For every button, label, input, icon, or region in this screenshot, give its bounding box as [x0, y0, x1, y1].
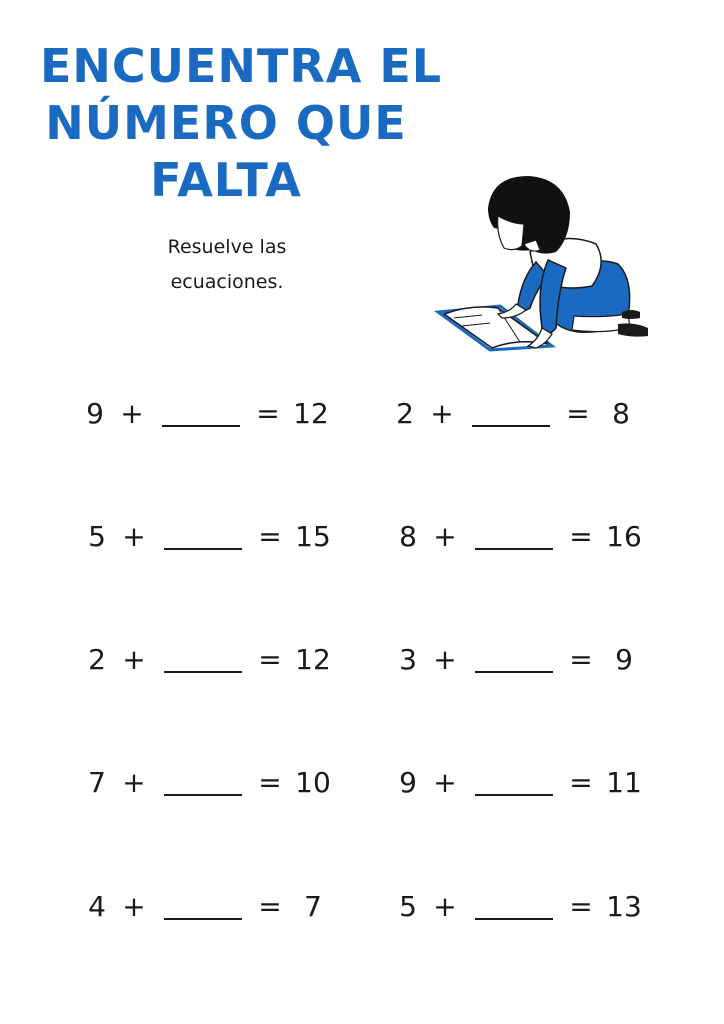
- plus-sign: +: [433, 890, 457, 923]
- equation-1: [84, 397, 374, 441]
- answer-blank[interactable]: [164, 671, 242, 673]
- answer-blank[interactable]: [164, 918, 242, 920]
- plus-sign: +: [433, 520, 457, 553]
- equals-sign: =: [566, 397, 590, 430]
- equation-2: [394, 397, 684, 441]
- equals-sign: =: [569, 520, 593, 553]
- equals-sign: =: [258, 520, 282, 553]
- equals-sign: =: [258, 766, 282, 799]
- answer-blank[interactable]: [475, 671, 553, 673]
- plus-sign: +: [433, 766, 457, 799]
- equation-5: [86, 643, 376, 687]
- plus-sign: +: [430, 397, 454, 430]
- equation-9: [86, 890, 376, 934]
- equals-sign: =: [258, 890, 282, 923]
- equation-result: 12: [295, 643, 331, 676]
- equation-addend: 7: [88, 766, 106, 799]
- equation-addend: 3: [399, 643, 417, 676]
- equals-sign: =: [258, 643, 282, 676]
- answer-blank[interactable]: [472, 425, 550, 427]
- answer-blank[interactable]: [162, 425, 240, 427]
- equation-addend: 5: [88, 520, 106, 553]
- equation-result: 16: [606, 520, 642, 553]
- instructions-line-1: Resuelve las: [167, 236, 287, 258]
- title-line-3: FALTA: [150, 153, 302, 207]
- answer-blank[interactable]: [475, 548, 553, 550]
- answer-blank[interactable]: [475, 794, 553, 796]
- equation-result: 13: [606, 890, 642, 923]
- equation-result: 15: [295, 520, 331, 553]
- equation-result: 9: [615, 643, 633, 676]
- title-line-1: ENCUENTRA EL: [40, 39, 443, 93]
- equation-6: [397, 643, 687, 687]
- answer-blank[interactable]: [164, 548, 242, 550]
- equation-addend: 5: [399, 890, 417, 923]
- plus-sign: +: [122, 766, 146, 799]
- equals-sign: =: [569, 890, 593, 923]
- plus-sign: +: [120, 397, 144, 430]
- equation-addend: 9: [86, 397, 104, 430]
- equation-result: 10: [295, 766, 331, 799]
- equation-result: 7: [304, 890, 322, 923]
- equation-8: [397, 766, 687, 810]
- equals-sign: =: [256, 397, 280, 430]
- equation-addend: 2: [88, 643, 106, 676]
- plus-sign: +: [122, 643, 146, 676]
- plus-sign: +: [122, 890, 146, 923]
- instructions-line-2: ecuaciones.: [170, 271, 284, 293]
- answer-blank[interactable]: [475, 918, 553, 920]
- plus-sign: +: [122, 520, 146, 553]
- equation-7: [86, 766, 376, 810]
- answer-blank[interactable]: [164, 794, 242, 796]
- equation-10: [397, 890, 687, 934]
- equals-sign: =: [569, 643, 593, 676]
- equation-result: 11: [606, 766, 642, 799]
- equals-sign: =: [569, 766, 593, 799]
- equation-addend: 4: [88, 890, 106, 923]
- equation-result: 8: [612, 397, 630, 430]
- title-line-2: NÚMERO QUE: [45, 96, 407, 150]
- equation-addend: 2: [396, 397, 414, 430]
- equation-addend: 8: [399, 520, 417, 553]
- plus-sign: +: [433, 643, 457, 676]
- equation-addend: 9: [399, 766, 417, 799]
- equation-4: [397, 520, 687, 564]
- equation-3: [86, 520, 376, 564]
- equation-result: 12: [293, 397, 329, 430]
